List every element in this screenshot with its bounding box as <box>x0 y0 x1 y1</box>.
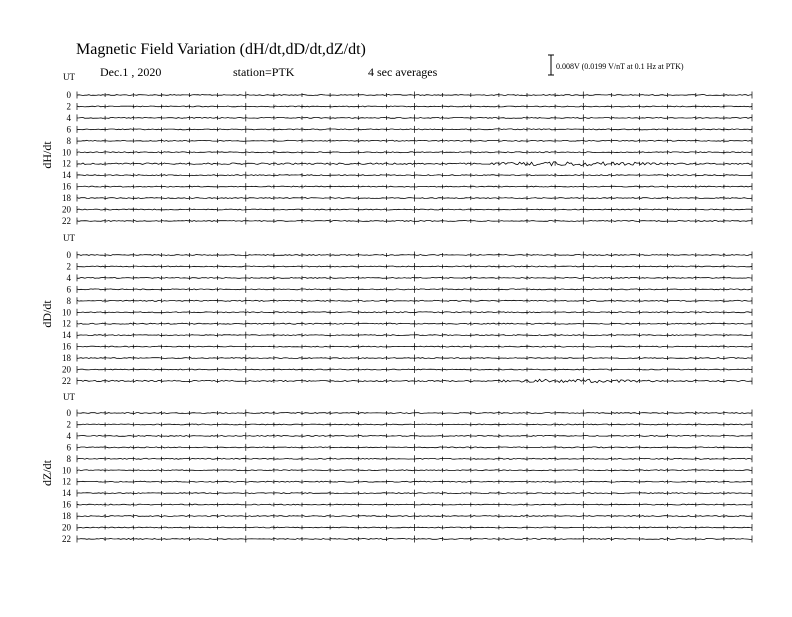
hour-label: 22 <box>62 533 71 544</box>
hour-label: 0 <box>66 90 71 100</box>
ut-axis-label: UT <box>63 392 75 402</box>
hour-label: 4 <box>66 430 71 441</box>
panels-group <box>40 72 752 544</box>
scale-label: 0.008V (0.0199 V/nT at 0.1 Hz at PTK) <box>556 62 684 71</box>
component-label: dZ/dt <box>40 460 54 486</box>
hour-label: 16 <box>62 341 71 352</box>
hour-label: 10 <box>62 307 71 318</box>
hour-label: 6 <box>66 284 71 295</box>
hour-label: 2 <box>66 101 71 112</box>
hour-label: 20 <box>62 204 71 215</box>
station-label: station=PTK <box>233 65 295 79</box>
hour-label: 14 <box>62 330 71 341</box>
hour-label: 12 <box>62 158 71 169</box>
hour-label: 18 <box>62 193 71 204</box>
panel-2 <box>40 392 752 544</box>
hour-label: 18 <box>62 353 71 364</box>
scale-bar <box>548 55 554 75</box>
component-label: dH/dt <box>40 141 54 169</box>
hour-label: 0 <box>66 408 71 418</box>
panel-0 <box>40 72 752 226</box>
hour-label: 20 <box>62 522 71 533</box>
hour-label: 16 <box>62 181 71 192</box>
hour-label: 12 <box>62 318 71 329</box>
hour-label: 18 <box>62 511 71 522</box>
hour-label: 8 <box>66 135 71 146</box>
hour-label: 22 <box>62 215 71 226</box>
hour-label: 0 <box>66 250 71 260</box>
hour-label: 14 <box>62 488 71 499</box>
hour-label: 22 <box>62 375 71 386</box>
hour-label: 16 <box>62 499 71 510</box>
averaging-label: 4 sec averages <box>368 65 438 79</box>
hour-label: 6 <box>66 442 71 453</box>
hour-label: 10 <box>62 147 71 158</box>
chart-title: Magnetic Field Variation (dH/dt,dD/dt,dZ/dt) <box>76 41 366 58</box>
hour-label: 4 <box>66 112 71 123</box>
ut-axis-label: UT <box>63 233 75 243</box>
hour-label: 20 <box>62 364 71 375</box>
hour-label: 8 <box>66 295 71 306</box>
date-label: Dec.1 , 2020 <box>100 65 162 79</box>
hour-label: 8 <box>66 453 71 464</box>
ut-axis-label: UT <box>63 72 75 82</box>
hour-label: 2 <box>66 261 71 272</box>
component-label: dD/dt <box>40 300 54 328</box>
hour-label: 4 <box>66 272 71 283</box>
hour-label: 12 <box>62 476 71 487</box>
hour-label: 6 <box>66 124 71 135</box>
panel-1 <box>40 233 752 386</box>
hour-label: 2 <box>66 419 71 430</box>
hour-label: 10 <box>62 465 71 476</box>
hour-label: 14 <box>62 170 71 181</box>
